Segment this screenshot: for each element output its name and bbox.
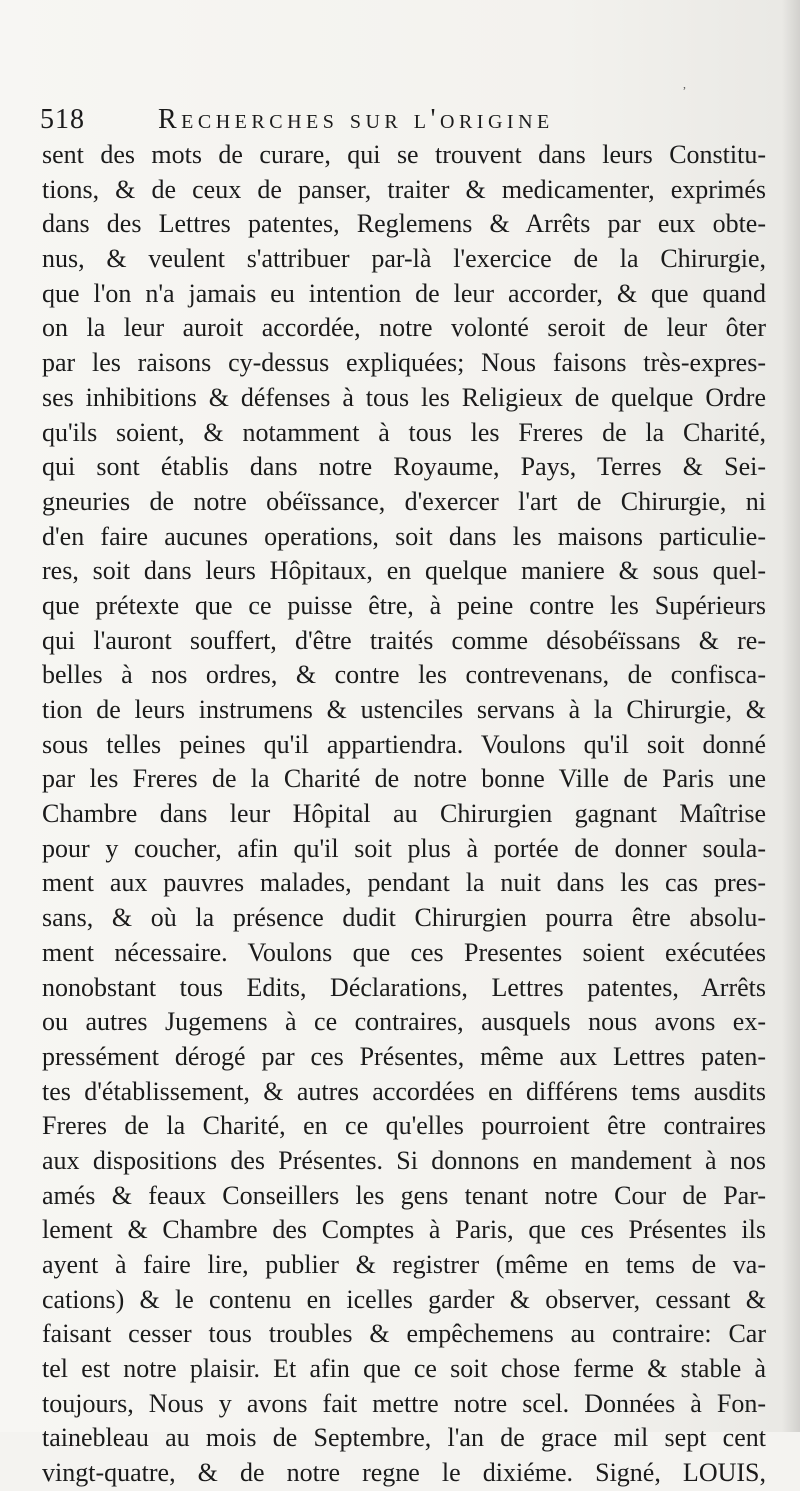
text-line: sent des mots de curare, qui se trouvent dans leurs Constitu- xyxy=(42,140,766,169)
text-line: aux dispositions des Présentes. Si donnons en mandement à nos xyxy=(42,1145,766,1175)
text-line: tel est notre plaisir. Et afin que ce soit chose ferme & stable à xyxy=(42,1354,766,1384)
running-head xyxy=(40,98,770,142)
text-line: lement & Chambre des Comptes à Paris, que ces Présentes ils xyxy=(42,1215,766,1245)
text-line: belles à nos ordres, & contre les contrevenans, de confisca- xyxy=(42,660,766,690)
text-line: ment aux pauvres malades, pendant la nuit dans les cas pres- xyxy=(42,868,766,898)
text-line: nus, & veulent s'attribuer par-là l'exercice de la Chirurgie, xyxy=(42,244,766,274)
text-line: qui l'auront souffert, d'être traités comme désobéïssans & re- xyxy=(42,625,766,655)
text-line: cations) & le contenu en icelles garder & observer, cessant & xyxy=(42,1284,766,1314)
text-line: ses inhibitions & défenses à tous les Religieux de quelque Ordre xyxy=(42,382,766,412)
text-line: tes d'établissement, & autres accordées en différens tems ausdits xyxy=(42,1076,766,1106)
text-line: dans des Lettres patentes, Reglemens & Arrêts par eux obte- xyxy=(42,209,766,239)
text-line: ayent à faire lire, publier & registrer (même en tems de va- xyxy=(42,1250,766,1279)
text-line: pressément dérogé par ces Présentes, même aux Lettres paten- xyxy=(42,1041,766,1071)
text-line: gneuries de notre obéïssance, d'exercer l'art de Chirurgie, ni xyxy=(42,486,766,516)
text-line: qu'ils soient, & notamment à tous les Freres de la Charité, xyxy=(42,417,766,447)
text-line: tion de leurs instrumens & ustenciles servans à la Chirurgie, & xyxy=(42,695,766,724)
text-line: on la leur auroit accordée, notre volonté seroit de leur ôter xyxy=(42,313,766,343)
text-line: que l'on n'a jamais eu intention de leur accorder, & que quand xyxy=(42,278,766,308)
text-line: d'en faire aucunes operations, soit dans les maisons particulie- xyxy=(42,521,766,551)
text-line: Freres de la Charité, en ce qu'elles pourroient être contraires xyxy=(42,1111,766,1141)
page-number: 518 xyxy=(40,104,85,135)
text-line: vingt-quatre, & de notre regne le dixiéme. Signé, LOUIS, xyxy=(42,1458,766,1488)
text-line: toujours, Nous y avons fait mettre notre scel. Données à Fon- xyxy=(42,1388,766,1418)
text-line: pour y coucher, afin qu'il soit plus à portée de donner soula- xyxy=(42,833,766,863)
page-edge-shadow xyxy=(782,0,800,1432)
text-line: sous telles peines qu'il appartiendra. Voulons qu'il soit donné xyxy=(42,729,766,759)
text-line: amés & feaux Conseillers les gens tenant notre Cour de Par- xyxy=(42,1180,766,1210)
running-title: Recherches sur l'origine xyxy=(158,104,554,135)
text-line: qui sont établis dans notre Royaume, Pays, Terres & Sei- xyxy=(42,452,766,482)
text-line: par les raisons cy-dessus expliquées; Nous faisons très-expres- xyxy=(42,348,766,378)
text-line: par les Freres de la Charité de notre bonne Ville de Paris une xyxy=(42,764,766,794)
stray-mark: , xyxy=(683,77,686,91)
body-text xyxy=(42,138,766,1491)
text-line: tions, & de ceux de panser, traiter & medicamenter, exprimés xyxy=(42,174,766,204)
text-line: nonobstant tous Edits, Déclarations, Lettres patentes, Arrêts xyxy=(42,972,766,1002)
text-line: Chambre dans leur Hôpital au Chirurgien gagnant Maîtrise xyxy=(42,799,766,829)
text-line: que prétexte que ce puisse être, à peine contre les Supérieurs xyxy=(42,590,766,620)
text-line: tainebleau au mois de Septembre, l'an de grace mil sept cent xyxy=(42,1423,766,1453)
text-line: ment nécessaire. Voulons que ces Presentes soient exécutées xyxy=(42,937,766,967)
text-line: res, soit dans leurs Hôpitaux, en quelque maniere & sous quel- xyxy=(42,556,766,586)
text-line: faisant cesser tous troubles & empêchemens au contraire: Car xyxy=(42,1319,766,1349)
text-line: ou autres Jugemens à ce contraires, ausquels nous avons ex- xyxy=(42,1007,766,1037)
text-line: sans, & où la présence dudit Chirurgien pourra être absolu- xyxy=(42,903,766,933)
